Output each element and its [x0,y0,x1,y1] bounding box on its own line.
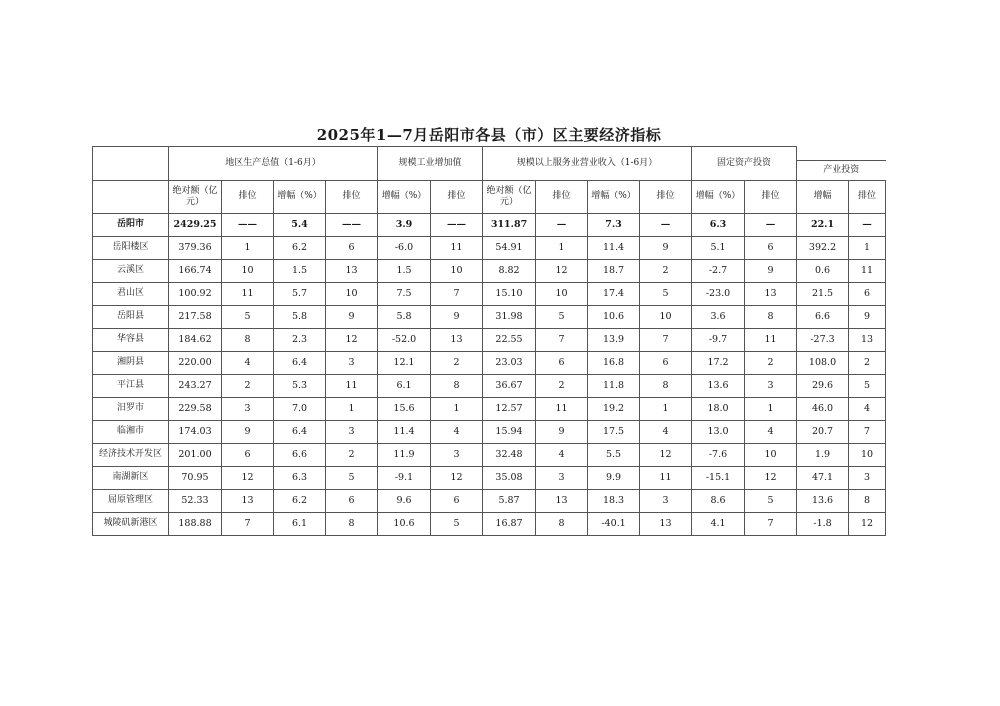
table-cell: 7 [849,421,886,444]
fixed-invest-group-header: 固定资产投资 [692,147,797,181]
table-cell: 12 [849,513,886,536]
table-row [93,306,886,329]
table-cell: 7.5 [378,283,431,306]
table-cell: 0.6 [797,260,849,283]
table-row [93,283,886,306]
table-cell: 13 [431,329,483,352]
table-cell: 8 [640,375,692,398]
table-cell: 12 [222,467,274,490]
table-cell: 3 [745,375,797,398]
region-name: 城陵矶新港区 [93,513,169,536]
corner-cell [93,147,169,181]
table-cell: 12.1 [378,352,431,375]
table-cell: —— [222,214,274,237]
table-cell: 5.5 [588,444,640,467]
table-cell: 11 [431,237,483,260]
table-cell: 13.9 [588,329,640,352]
table-cell: 17.4 [588,283,640,306]
table-cell: -15.1 [692,467,745,490]
service-group-header: 规模以上服务业营业收入（1-6月） [483,147,692,181]
table-cell: 11 [849,260,886,283]
region-name: 平江县 [93,375,169,398]
table-cell: 5 [431,513,483,536]
table-cell: 7.0 [274,398,326,421]
table-row [93,421,886,444]
table-cell: 5 [849,375,886,398]
table-cell: 11 [745,329,797,352]
table-cell: 13.0 [692,421,745,444]
gdp-group-header: 地区生产总值（1-6月） [169,147,378,181]
table-cell: 5 [222,306,274,329]
table-cell: 229.58 [169,398,222,421]
table-cell: 46.0 [797,398,849,421]
table-cell: 3 [326,421,378,444]
table-cell: 6 [849,283,886,306]
table-cell: 17.5 [588,421,640,444]
table-cell: 2 [326,444,378,467]
region-name: 汨罗市 [93,398,169,421]
table-cell: 9 [640,237,692,260]
table-cell: -9.1 [378,467,431,490]
table-cell: 6 [640,352,692,375]
table-cell: 8.6 [692,490,745,513]
table-cell: 5 [536,306,588,329]
table-cell: —— [431,214,483,237]
table-cell: 8 [745,306,797,329]
table-cell: 22.1 [797,214,849,237]
table-cell: 1.9 [797,444,849,467]
table-cell: 2 [640,260,692,283]
table-cell: 10 [745,444,797,467]
table-row [93,237,886,260]
service-growth-header: 增幅（%） [588,181,640,214]
table-cell: 9.9 [588,467,640,490]
table-cell: 6 [431,490,483,513]
table-cell: 13 [745,283,797,306]
table-row [93,513,886,536]
table-cell: 3.6 [692,306,745,329]
table-cell: 2 [536,375,588,398]
service-rank-header: 排位 [536,181,588,214]
table-cell: 13 [536,490,588,513]
table-cell: 1 [640,398,692,421]
table-cell: 220.00 [169,352,222,375]
table-cell: 9.6 [378,490,431,513]
table-cell: 12 [640,444,692,467]
table-cell: 5.3 [274,375,326,398]
region-name: 君山区 [93,283,169,306]
table-cell: 3 [536,467,588,490]
industrial-invest-group-header [797,147,886,181]
table-cell: 174.03 [169,421,222,444]
table-cell: 5.4 [274,214,326,237]
table-cell: 52.33 [169,490,222,513]
table-cell: -1.8 [797,513,849,536]
table-cell: — [640,214,692,237]
table-cell: —— [326,214,378,237]
industry-group-header: 规模工业增加值 [378,147,483,181]
table-cell: 11 [536,398,588,421]
table-cell: -7.6 [692,444,745,467]
table-cell: 8 [222,329,274,352]
table-cell: 10.6 [378,513,431,536]
table-cell: 5.8 [378,306,431,329]
table-cell: 392.2 [797,237,849,260]
table-cell: 8 [431,375,483,398]
table-cell: 11.4 [588,237,640,260]
table-cell: -40.1 [588,513,640,536]
table-cell: -27.3 [797,329,849,352]
table-cell: 7 [536,329,588,352]
table-cell: 21.5 [797,283,849,306]
table-cell: 19.2 [588,398,640,421]
region-name: 临湘市 [93,421,169,444]
table-row [93,375,886,398]
table-cell: 15.94 [483,421,536,444]
table-cell: — [745,214,797,237]
table-cell: 70.95 [169,467,222,490]
table-cell: 8 [849,490,886,513]
gdp-growth-header: 增幅（%） [274,181,326,214]
table-cell: 4 [431,421,483,444]
table-cell: 6.2 [274,237,326,260]
table-cell: 13.6 [797,490,849,513]
table-cell: 10 [431,260,483,283]
table-cell: 3 [640,490,692,513]
table-cell: 35.08 [483,467,536,490]
table-cell: 8 [536,513,588,536]
table-cell: 5.7 [274,283,326,306]
table-cell: 36.67 [483,375,536,398]
table-cell: 16.8 [588,352,640,375]
table-cell: 9 [326,306,378,329]
table-cell: 1.5 [274,260,326,283]
table-cell: 54.91 [483,237,536,260]
industrial-invest-label: 产业投资 [797,160,886,180]
table-cell: 18.3 [588,490,640,513]
table-cell: 11 [326,375,378,398]
region-name: 屈原管理区 [93,490,169,513]
table-cell: 47.1 [797,467,849,490]
table-cell: 10 [536,283,588,306]
table-cell: 5.87 [483,490,536,513]
table-cell: 10 [222,260,274,283]
table-cell: 2429.25 [169,214,222,237]
table-row [93,398,886,421]
table-cell: 4 [849,398,886,421]
table-cell: 7 [640,329,692,352]
fixed-rank-header: 排位 [745,181,797,214]
table-cell: 379.36 [169,237,222,260]
table-cell: 12 [431,467,483,490]
service-abs-header: 绝对额（亿元） [483,181,536,214]
table-cell: 11.9 [378,444,431,467]
table-cell: 11 [640,467,692,490]
table-cell: 3 [326,352,378,375]
table-cell: 20.7 [797,421,849,444]
table-cell: 2.3 [274,329,326,352]
gdp-growth-rank-header: 排位 [326,181,378,214]
table-cell: 6.4 [274,421,326,444]
region-name: 岳阳县 [93,306,169,329]
table-cell: 1 [849,237,886,260]
table-cell: 1 [222,237,274,260]
table-cell: 3 [431,444,483,467]
table-cell: -6.0 [378,237,431,260]
invest-growth-header: 增幅 [797,181,849,214]
table-cell: -23.0 [692,283,745,306]
table-cell: 5 [640,283,692,306]
fixed-growth-header: 增幅（%） [692,181,745,214]
table-cell: 15.10 [483,283,536,306]
table-cell: 7.3 [588,214,640,237]
table-cell: 3 [849,467,886,490]
page-title: 2025年1—7月岳阳市各县（市）区主要经济指标 [316,126,662,144]
table-cell: 31.98 [483,306,536,329]
region-name: 岳阳市 [93,214,169,237]
table-cell: 6 [326,490,378,513]
table-cell: 12 [326,329,378,352]
table-cell: 243.27 [169,375,222,398]
table-cell: 7 [431,283,483,306]
table-cell: 217.58 [169,306,222,329]
table-cell: 15.6 [378,398,431,421]
table-row [93,260,886,283]
table-cell: 184.62 [169,329,222,352]
table-row [93,490,886,513]
economic-indicators-table [92,146,886,536]
table-cell: 6.1 [378,375,431,398]
table-cell: 1.5 [378,260,431,283]
table-cell: 4.1 [692,513,745,536]
table-cell: 3 [222,398,274,421]
table-cell: 10 [849,444,886,467]
gdp-rank-header: 排位 [222,181,274,214]
table-cell: 17.2 [692,352,745,375]
industry-rank-header: 排位 [431,181,483,214]
table-cell: 16.87 [483,513,536,536]
table-body [93,214,886,536]
table-cell: 1 [326,398,378,421]
table-cell: 11 [222,283,274,306]
group-header-row [93,147,886,181]
table-row [93,352,886,375]
table-cell: 2 [222,375,274,398]
table-cell: 6.3 [692,214,745,237]
table-cell: 23.03 [483,352,536,375]
table-cell: -9.7 [692,329,745,352]
table-cell: 4 [222,352,274,375]
table-cell: -52.0 [378,329,431,352]
table-cell: 13 [849,329,886,352]
table-cell: 9 [745,260,797,283]
table-cell: 18.7 [588,260,640,283]
table-cell: 4 [536,444,588,467]
region-name: 湘阴县 [93,352,169,375]
table-cell: 6.3 [274,467,326,490]
table-cell: 100.92 [169,283,222,306]
table-row [93,444,886,467]
table-row [93,214,886,237]
invest-rank-header: 排位 [849,181,886,214]
table-cell: 13 [640,513,692,536]
table-cell: 11.8 [588,375,640,398]
sub-header-row [93,181,886,214]
table-cell: 5.1 [692,237,745,260]
table-cell: 6.4 [274,352,326,375]
service-growth-rank-header: 排位 [640,181,692,214]
table-cell: 9 [431,306,483,329]
table-cell: 8.82 [483,260,536,283]
region-name: 华容县 [93,329,169,352]
table-cell: 6 [536,352,588,375]
table-cell: 7 [222,513,274,536]
region-name: 经济技术开发区 [93,444,169,467]
table-cell: 6 [222,444,274,467]
name-header-blank [93,181,169,214]
table-cell: 13.6 [692,375,745,398]
table-cell: 10.6 [588,306,640,329]
table-cell: 12.57 [483,398,536,421]
gdp-abs-header: 绝对额（亿元） [169,181,222,214]
industry-growth-header: 增幅（%） [378,181,431,214]
table-row [93,467,886,490]
table-cell: 6 [745,237,797,260]
table-cell: 108.0 [797,352,849,375]
table-cell: 201.00 [169,444,222,467]
table-cell: 1 [536,237,588,260]
table-cell: 9 [536,421,588,444]
table-cell: 188.88 [169,513,222,536]
table-cell: 166.74 [169,260,222,283]
table-cell: 6.2 [274,490,326,513]
table-cell: 6.6 [797,306,849,329]
table-row [93,329,886,352]
table-cell: 8 [326,513,378,536]
table-cell: 11.4 [378,421,431,444]
table-cell: 4 [745,421,797,444]
table-cell: 7 [745,513,797,536]
table-cell: 12 [745,467,797,490]
table-cell: 13 [222,490,274,513]
table-cell: 5 [745,490,797,513]
table-cell: 6.1 [274,513,326,536]
table-cell: 10 [640,306,692,329]
table-cell: 9 [849,306,886,329]
table-cell: 311.87 [483,214,536,237]
table-cell: 1 [431,398,483,421]
table-cell: 12 [536,260,588,283]
table-cell: 1 [745,398,797,421]
table-cell: 22.55 [483,329,536,352]
table-cell: 2 [431,352,483,375]
table-cell: — [536,214,588,237]
table-cell: 9 [222,421,274,444]
region-name: 南湖新区 [93,467,169,490]
region-name: 岳阳楼区 [93,237,169,260]
table-cell: 6 [326,237,378,260]
table-cell: -2.7 [692,260,745,283]
table-cell: 18.0 [692,398,745,421]
table-cell: 10 [326,283,378,306]
table-cell: 3.9 [378,214,431,237]
table-cell: — [849,214,886,237]
table-cell: 5 [326,467,378,490]
table-cell: 5.8 [274,306,326,329]
region-name: 云溪区 [93,260,169,283]
table-cell: 2 [745,352,797,375]
table-cell: 4 [640,421,692,444]
table-cell: 32.48 [483,444,536,467]
table-cell: 6.6 [274,444,326,467]
table-cell: 2 [849,352,886,375]
table-cell: 13 [326,260,378,283]
table-cell: 29.6 [797,375,849,398]
